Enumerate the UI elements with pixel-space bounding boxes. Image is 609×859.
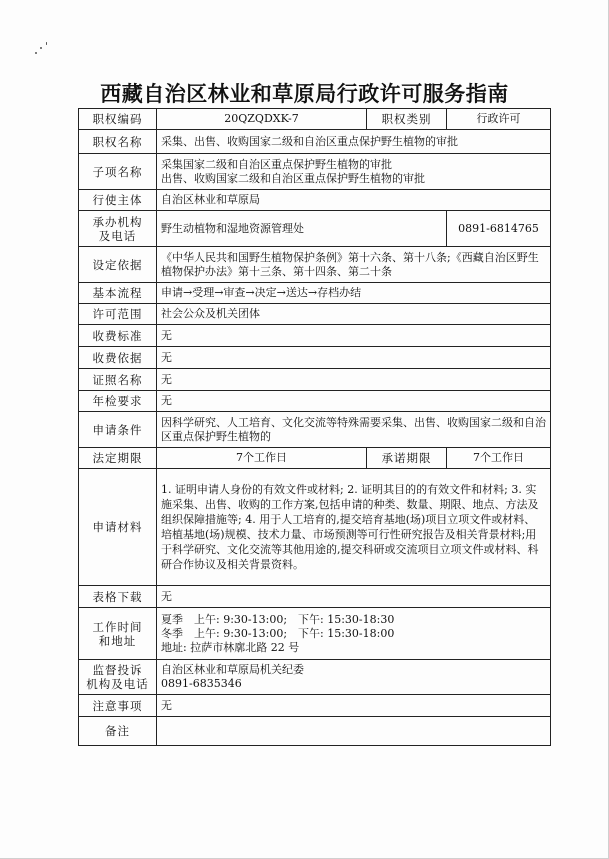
row-fee-standard	[79, 325, 551, 347]
scan-speck	[35, 52, 37, 54]
legal-basis-label: 设定依据	[79, 247, 157, 283]
supervision-agency: 自治区林业和草原局机关纪委	[161, 663, 304, 676]
row-remarks	[79, 717, 551, 746]
service-guide-table	[78, 108, 551, 746]
row-permit-scope	[79, 304, 551, 325]
annual-inspection-value: 无	[157, 391, 551, 412]
sub-item-line: 出售、收购国家二级和自治区重点保护野生植物的审批	[161, 171, 425, 185]
remarks-label: 备注	[79, 717, 157, 746]
working-hours-label	[79, 608, 157, 660]
exercising-body-label: 行使主体	[79, 190, 157, 211]
exercising-body-value: 自治区林业和草原局	[157, 190, 551, 211]
permit-scope-label: 许可范围	[79, 304, 157, 325]
row-supervision	[79, 660, 551, 695]
scan-speck	[46, 42, 47, 45]
row-working-hours	[79, 608, 551, 660]
supervision-label-line: 机构及电话	[86, 677, 149, 691]
sub-items-value	[157, 154, 551, 190]
document-title: 西藏自治区林业和草原局行政许可服务指南	[100, 82, 509, 106]
remarks-value	[157, 717, 551, 746]
fee-basis-value: 无	[157, 347, 551, 369]
row-exercising-body	[79, 190, 551, 211]
scan-speck	[40, 47, 42, 49]
materials-label: 申请材料	[79, 469, 157, 586]
conditions-label: 申请条件	[79, 412, 157, 448]
row-legal-basis	[79, 247, 551, 283]
notes-value: 无	[157, 695, 551, 717]
conditions-value: 因科学研究、人工培育、文化交流等特殊需要采集、出售、收购国家二级和自治区重点保护野生植物的	[157, 412, 551, 448]
row-annual-inspection	[79, 391, 551, 412]
power-type-value: 行政许可	[447, 109, 551, 130]
promised-deadline-label: 承诺期限	[367, 448, 447, 469]
legal-deadline-label: 法定期限	[79, 448, 157, 469]
handling-agency-label-line: 及电话	[98, 228, 137, 243]
supervision-phone: 0891-6835346	[161, 677, 242, 690]
working-hours-label-line: 和地址	[98, 633, 137, 648]
row-sub-items	[79, 154, 551, 190]
row-form-download	[79, 586, 551, 608]
handling-agency-label	[79, 211, 157, 247]
working-hours-value	[157, 608, 551, 660]
office-address: 地址: 拉萨市林廓北路 22 号	[161, 640, 300, 654]
basic-process-label: 基本流程	[79, 283, 157, 304]
handling-agency-label-line: 承办机构	[92, 214, 143, 229]
promised-deadline-value: 7个工作日	[447, 448, 551, 469]
license-name-label: 证照名称	[79, 369, 157, 391]
legal-deadline-value: 7个工作日	[157, 448, 367, 469]
summer-hours: 夏季 上午: 9:30-13:00; 下午: 15:30-18:30	[161, 612, 395, 626]
row-materials	[79, 469, 551, 586]
power-code-value: 20QZQDXK-7	[157, 109, 367, 130]
basic-process-value: 申请→受理→审查→决定→送达→存档办结	[157, 283, 551, 304]
row-notes	[79, 695, 551, 717]
row-power-code	[79, 109, 551, 130]
power-name-label: 职权名称	[79, 130, 157, 154]
fee-standard-label: 收费标准	[79, 325, 157, 347]
fee-basis-label: 收费依据	[79, 347, 157, 369]
supervision-label	[79, 660, 157, 695]
power-name-value: 采集、出售、收购国家二级和自治区重点保护野生植物的审批	[157, 130, 551, 154]
sub-items-label: 子项名称	[79, 154, 157, 190]
sub-item-line: 采集国家二级和自治区重点保护野生植物的审批	[161, 157, 392, 171]
supervision-value	[157, 660, 551, 695]
row-basic-process	[79, 283, 551, 304]
form-download-label: 表格下载	[79, 586, 157, 608]
row-conditions	[79, 412, 551, 448]
row-power-name	[79, 130, 551, 154]
power-code-label: 职权编码	[79, 109, 157, 130]
row-deadlines	[79, 448, 551, 469]
permit-scope-value: 社会公众及机关团体	[157, 304, 551, 325]
row-handling-agency	[79, 211, 551, 247]
fee-standard-value: 无	[157, 325, 551, 347]
form-download-value: 无	[157, 586, 551, 608]
supervision-label-line: 监督投诉	[92, 663, 143, 677]
power-type-label: 职权类别	[367, 109, 447, 130]
row-license-name	[79, 369, 551, 391]
annual-inspection-label: 年检要求	[79, 391, 157, 412]
row-fee-basis	[79, 347, 551, 369]
license-name-value: 无	[157, 369, 551, 391]
legal-basis-value: 《中华人民共和国野生植物保护条例》第十六条、第十八条;《西藏自治区野生植物保护办法》第十三条、第十四条、第二十条	[157, 247, 551, 283]
handling-agency-value: 野生动植物和湿地资源管理处	[157, 211, 447, 247]
working-hours-label-line: 工作时间	[92, 619, 143, 634]
materials-value: 1. 证明申请人身份的有效文件或材料; 2. 证明其目的的有效文件和材料; 3. 实施采集、出售、收购的工作方案,包括申请的种类、数量、期限、地点、方法及组织保障措施等; 4. 用于人工培育的,提交培育基地(场)项目立项文件或材料、培植基地(场)规模、技术力量、市场预测等可行性研究报告及相关背景材料;用于科学研究、文化交流等其他用途的,提交科研或交流项目立项文件或材料、科研合作协议及相关背景资料。	[157, 469, 551, 586]
handling-agency-phone: 0891-6814765	[447, 211, 551, 247]
notes-label: 注意事项	[79, 695, 157, 717]
winter-hours: 冬季 上午: 9:30-13:00; 下午: 15:30-18:00	[161, 626, 395, 640]
